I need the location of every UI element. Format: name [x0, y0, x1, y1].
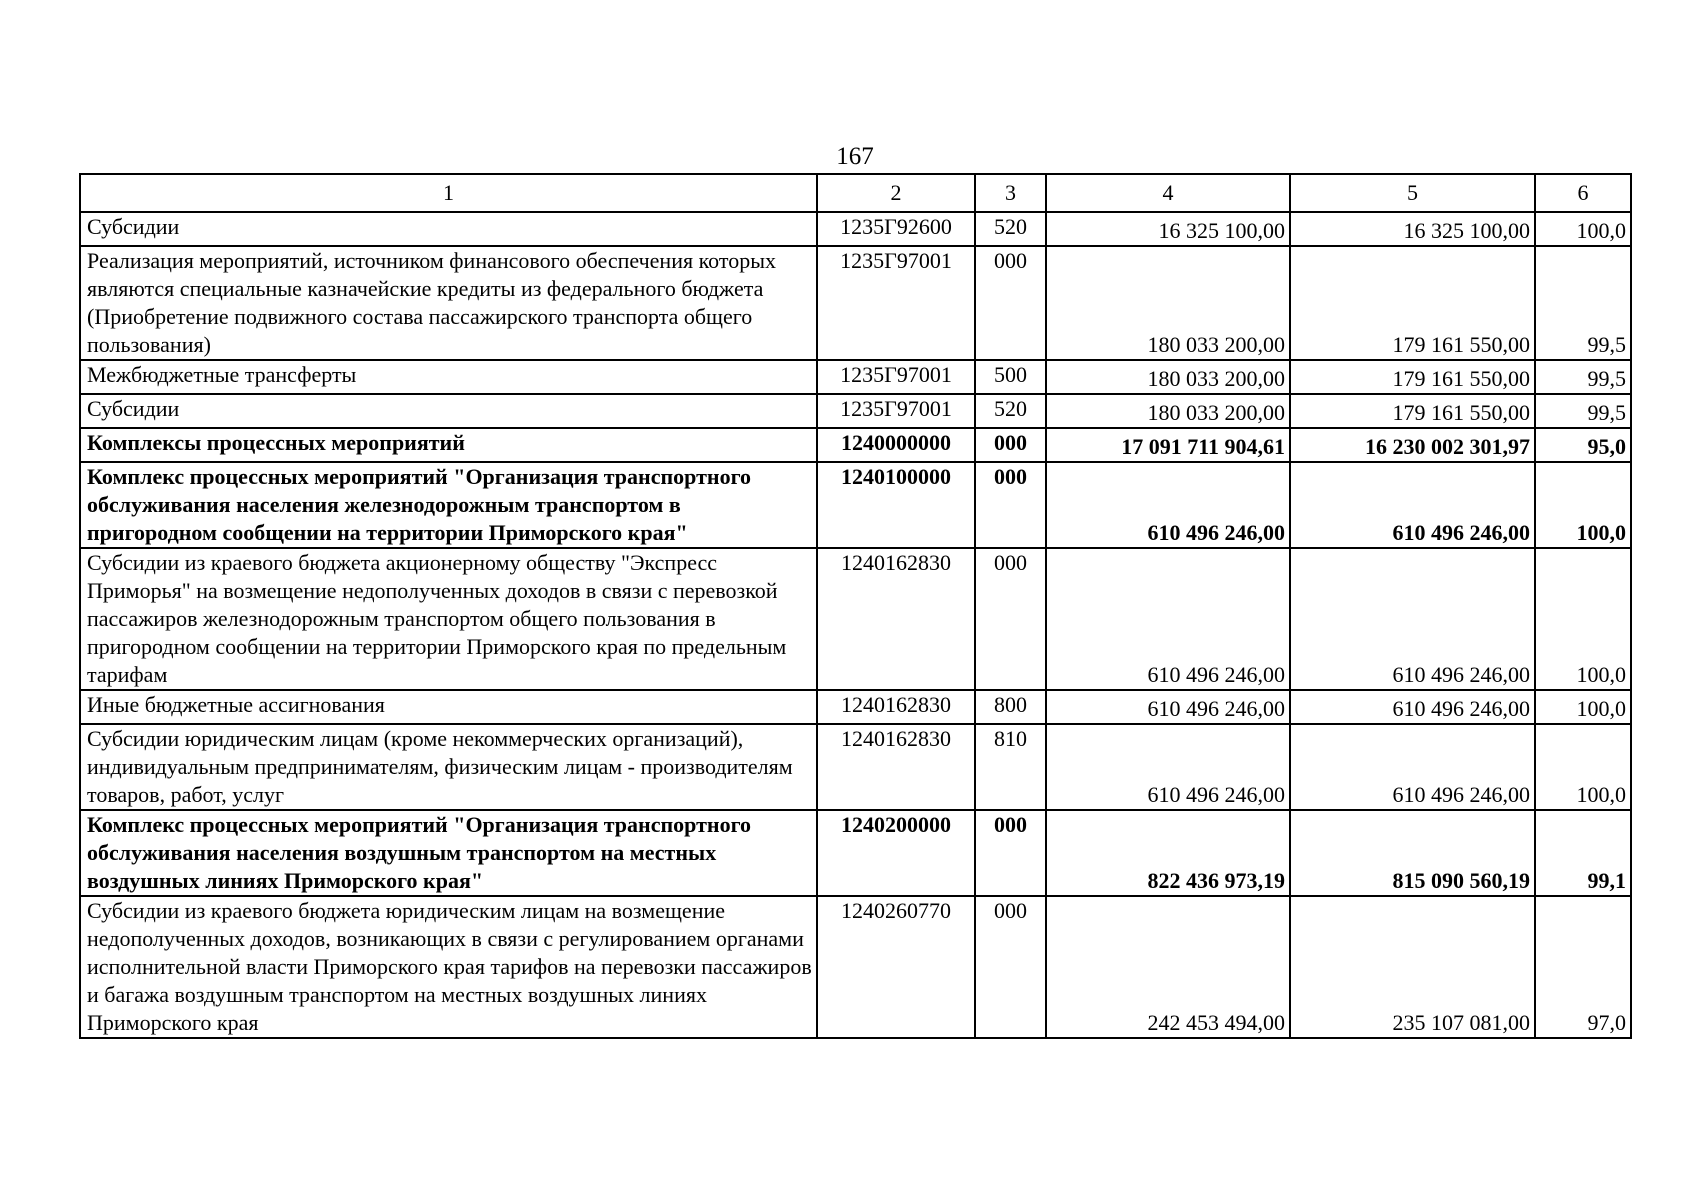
header-col-3: 3: [975, 174, 1046, 212]
row-code-cell: 1235Г97001: [817, 394, 975, 428]
row-executed-cell: 815 090 560,19: [1290, 810, 1535, 896]
row-code-cell: 1235Г97001: [817, 246, 975, 360]
row-kvr-cell: 000: [975, 462, 1046, 548]
row-kvr-cell: 000: [975, 896, 1046, 1038]
row-code-cell: 1240200000: [817, 810, 975, 896]
row-executed-cell: 610 496 246,00: [1290, 462, 1535, 548]
row-planned-cell: 16 325 100,00: [1046, 212, 1290, 246]
row-code-cell: 1235Г92600: [817, 212, 975, 246]
row-name-cell: Субсидии из краевого бюджета акционерному обществу "Экспресс Приморья" на возмещение недополученных доходов в связи с перевозкой пассажиров железнодорожным транспортом общего пользования в пригородном сообщении на территории Приморского края по предельным тарифам: [80, 548, 817, 690]
row-percent-cell: 100,0: [1535, 462, 1631, 548]
row-percent-cell: 100,0: [1535, 212, 1631, 246]
table-row: [80, 548, 1631, 690]
row-kvr-cell: 500: [975, 360, 1046, 394]
header-col-5: 5: [1290, 174, 1535, 212]
row-percent-cell: 95,0: [1535, 428, 1631, 462]
row-percent-cell: 99,5: [1535, 360, 1631, 394]
table-row: [80, 810, 1631, 896]
table-row: [80, 724, 1631, 810]
row-percent-cell: 99,1: [1535, 810, 1631, 896]
table-row: [80, 246, 1631, 360]
table-row: [80, 360, 1631, 394]
row-executed-cell: 235 107 081,00: [1290, 896, 1535, 1038]
row-name-cell: Иные бюджетные ассигнования: [80, 690, 817, 724]
row-code-cell: 1240162830: [817, 724, 975, 810]
row-executed-cell: 179 161 550,00: [1290, 246, 1535, 360]
table-row: [80, 690, 1631, 724]
row-name-cell: Субсидии: [80, 394, 817, 428]
row-kvr-cell: 800: [975, 690, 1046, 724]
table-header-row: [80, 174, 1631, 212]
row-planned-cell: 610 496 246,00: [1046, 690, 1290, 724]
row-kvr-cell: 810: [975, 724, 1046, 810]
page-number: 167: [836, 143, 874, 170]
row-planned-cell: 180 033 200,00: [1046, 394, 1290, 428]
row-percent-cell: 100,0: [1535, 724, 1631, 810]
row-planned-cell: 17 091 711 904,61: [1046, 428, 1290, 462]
table-row: [80, 462, 1631, 548]
row-name-cell: Межбюджетные трансферты: [80, 360, 817, 394]
row-code-cell: 1240162830: [817, 548, 975, 690]
row-executed-cell: 16 325 100,00: [1290, 212, 1535, 246]
row-name-cell: Субсидии: [80, 212, 817, 246]
header-col-4: 4: [1046, 174, 1290, 212]
row-code-cell: 1240100000: [817, 462, 975, 548]
row-planned-cell: 610 496 246,00: [1046, 462, 1290, 548]
row-planned-cell: 242 453 494,00: [1046, 896, 1290, 1038]
row-planned-cell: 822 436 973,19: [1046, 810, 1290, 896]
header-col-6: 6: [1535, 174, 1631, 212]
row-code-cell: 1235Г97001: [817, 360, 975, 394]
row-percent-cell: 99,5: [1535, 394, 1631, 428]
row-name-cell: Комплексы процессных мероприятий: [80, 428, 817, 462]
row-kvr-cell: 000: [975, 246, 1046, 360]
row-code-cell: 1240000000: [817, 428, 975, 462]
row-name-cell: Реализация мероприятий, источником финансового обеспечения которых являются специальные казначейские кредиты из федерального бюджета (Приобретение подвижного состава пассажирского транспорта общего пользования): [80, 246, 817, 360]
row-name-cell: Комплекс процессных мероприятий "Организация транспортного обслуживания населения воздушным транспортом на местных воздушных линиях Приморского края": [80, 810, 817, 896]
row-percent-cell: 97,0: [1535, 896, 1631, 1038]
row-executed-cell: 179 161 550,00: [1290, 394, 1535, 428]
row-planned-cell: 610 496 246,00: [1046, 724, 1290, 810]
row-name-cell: Субсидии юридическим лицам (кроме некоммерческих организаций), индивидуальным предпринимателям, физическим лицам - производителям товаров, работ, услуг: [80, 724, 817, 810]
row-code-cell: 1240162830: [817, 690, 975, 724]
budget-execution-table: [79, 173, 1632, 1039]
row-percent-cell: 99,5: [1535, 246, 1631, 360]
header-col-2: 2: [817, 174, 975, 212]
table-row: [80, 394, 1631, 428]
row-name-cell: Комплекс процессных мероприятий "Организация транспортного обслуживания населения железнодорожным транспортом в пригородном сообщении на территории Приморского края": [80, 462, 817, 548]
row-executed-cell: 610 496 246,00: [1290, 548, 1535, 690]
row-planned-cell: 180 033 200,00: [1046, 246, 1290, 360]
row-percent-cell: 100,0: [1535, 690, 1631, 724]
row-kvr-cell: 000: [975, 810, 1046, 896]
row-executed-cell: 610 496 246,00: [1290, 690, 1535, 724]
table-row: [80, 212, 1631, 246]
row-planned-cell: 610 496 246,00: [1046, 548, 1290, 690]
row-code-cell: 1240260770: [817, 896, 975, 1038]
row-executed-cell: 16 230 002 301,97: [1290, 428, 1535, 462]
row-kvr-cell: 520: [975, 394, 1046, 428]
table-row: [80, 896, 1631, 1038]
header-col-1: 1: [80, 174, 817, 212]
row-percent-cell: 100,0: [1535, 548, 1631, 690]
row-name-cell: Субсидии из краевого бюджета юридическим лицам на возмещение недополученных доходов, возникающих в связи с регулированием органами исполнительной власти Приморского края тарифов на перевозки пассажиров и багажа воздушным транспортом на местных воздушных линиях Приморского края: [80, 896, 817, 1038]
row-planned-cell: 180 033 200,00: [1046, 360, 1290, 394]
row-kvr-cell: 000: [975, 548, 1046, 690]
table-row: [80, 428, 1631, 462]
row-executed-cell: 610 496 246,00: [1290, 724, 1535, 810]
row-executed-cell: 179 161 550,00: [1290, 360, 1535, 394]
row-kvr-cell: 000: [975, 428, 1046, 462]
row-kvr-cell: 520: [975, 212, 1046, 246]
